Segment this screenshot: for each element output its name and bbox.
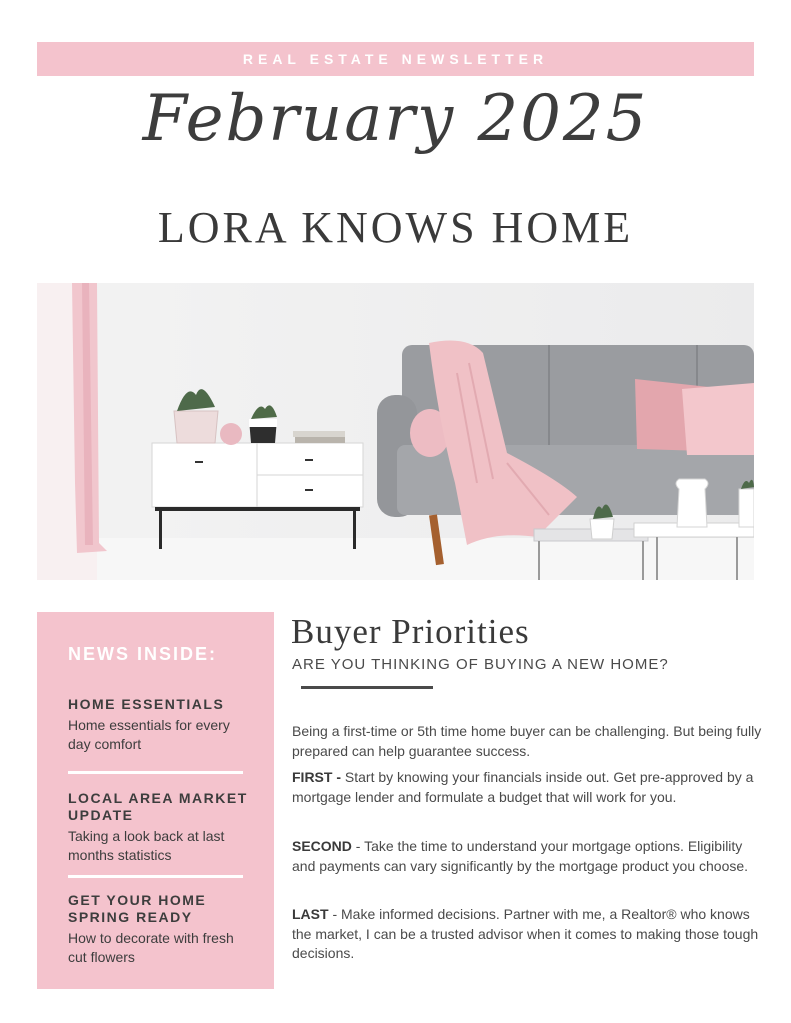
last-text: - Make informed decisions. Partner with me, a Realtor® who knows the market, I can be a trusted advisor when it comes to making those tough decisions.	[292, 906, 759, 961]
sidebar-divider	[68, 875, 243, 878]
first-label: FIRST -	[292, 769, 341, 785]
hero-image	[37, 283, 754, 580]
article-paragraph-last	[292, 905, 762, 964]
last-label: LAST	[292, 906, 329, 922]
article-title: Buyer Priorities	[291, 612, 530, 651]
living-room-photo	[37, 283, 754, 580]
sidebar-item-title: HOME ESSENTIALS	[68, 696, 225, 712]
brand-title: LORA KNOWS HOME	[157, 203, 634, 252]
article-paragraph-second	[292, 837, 762, 876]
article-intro: Being a first-time or 5th time home buyer can be challenging. But being fully prepared can help guarantee success.	[292, 723, 762, 759]
sidebar-item-title: GET YOUR HOME SPRING READY	[68, 892, 207, 925]
second-text: - Take the time to understand your mortgage options. Eligibility and payments can vary significantly by the mortgage product you choose.	[292, 838, 749, 874]
banner-label: REAL ESTATE NEWSLETTER	[242, 51, 549, 67]
news-inside-sidebar	[37, 612, 274, 989]
sidebar-divider	[68, 771, 243, 774]
article-divider	[301, 686, 433, 689]
first-text: Start by knowing your financials inside out. Get pre-approved by a mortgage lender and formulate a budget that will work for you.	[292, 769, 754, 805]
issue-date-title: February 2025	[142, 82, 649, 156]
second-label: SECOND	[292, 838, 352, 854]
sidebar-item-desc: Home essentials for every day comfort	[68, 717, 230, 752]
sidebar-heading: NEWS INSIDE:	[68, 644, 218, 664]
sidebar-item-home-essentials	[68, 696, 248, 754]
sidebar-item-spring-ready	[68, 892, 248, 967]
article-subtitle: ARE YOU THINKING OF BUYING A NEW HOME?	[292, 656, 669, 673]
article-paragraph-first	[292, 768, 762, 807]
sidebar-item-desc: How to decorate with fresh cut flowers	[68, 930, 234, 965]
sidebar-item-desc: Taking a look back at last months statistics	[68, 828, 225, 863]
newsletter-banner	[37, 42, 754, 76]
sidebar-item-title: LOCAL AREA MARKET UPDATE	[68, 790, 248, 823]
sidebar-item-market-update	[68, 790, 248, 865]
